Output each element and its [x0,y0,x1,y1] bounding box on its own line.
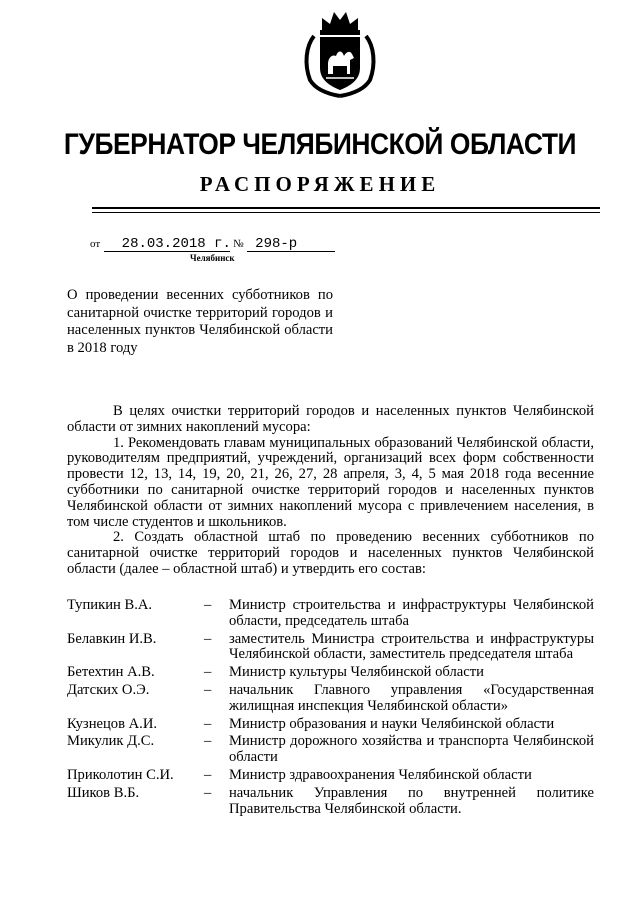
member-name: Приколотин С.И. [67,766,174,783]
member-row [67,768,594,784]
member-position: Министр образования и науки Челябинской области [229,715,555,732]
document-type: РАСПОРЯЖЕНИЕ [199,172,441,196]
member-row [67,683,594,715]
member-dash: – [204,630,212,647]
member-row [67,632,594,664]
item-1-paragraph: 1. Рекомендовать главам муниципальных образований Челябинской области, руководителям предприятий, учреждений, организаций всех форм собственности провести 12, 13, 14, 19, 20, 21, 26, 27, 28 апреля, 3, 4, 5 мая 2018 года весенние субботники по санитарной очистке территорий городов и населенных пунктов Челябинской области от зимних накоплений мусора с привлечением населения, в том числе студентов и школьников. [67,434,594,530]
member-row [67,598,594,630]
member-name: Микулик Д.С. [67,733,155,750]
member-name: Бетехтин А.В. [67,664,155,681]
member-dash: – [204,766,212,783]
member-dash: – [204,784,212,801]
member-name: Датских О.Э. [67,681,150,698]
member-name: Кузнецов А.И. [67,715,158,732]
document-date: 28.03.2018 г. [104,237,230,252]
member-name: Шиков В.Б. [67,784,140,801]
member-dash: – [204,715,212,732]
issuer-title: ГУБЕРНАТОР ЧЕЛЯБИНСКОЙ ОБЛАСТИ [63,128,577,161]
from-label: от [90,238,101,250]
member-position: начальник Главного управления «Государственная жилищная инспекция Челябинской области» [229,681,594,714]
document-subject: О проведении весенних субботников по санитарной очистке территорий городов и населенных пунктов Челябинской области в 2018 году [67,287,333,356]
member-row [67,786,594,818]
intro-paragraph: В целях очистки территорий городов и населенных пунктов Челябинской области от зимних накоплений мусора: [67,403,594,435]
member-name: Белавкин И.В. [67,630,157,647]
number-label: № [233,238,244,250]
member-row [67,734,594,766]
header-rule [92,207,600,209]
member-dash: – [204,733,212,750]
date-number-line [90,236,335,252]
header-rule-thin [92,212,600,213]
member-row [67,717,594,733]
member-position: Министр культуры Челябинской области [229,664,484,681]
city-label: Челябинск [190,253,235,263]
document-number: 298-р [247,237,335,252]
member-position: Министр строительства и инфраструктуры Челябинской области, председатель штаба [229,597,594,629]
member-position: Министр здравоохранения Челябинской области [229,766,532,783]
staff-members-list [67,598,594,819]
member-position: заместитель Министра строительства и инфраструктуры Челябинской области, заместитель председателя штаба [229,630,594,663]
member-dash: – [204,681,212,698]
member-dash: – [204,664,212,681]
coat-of-arms-icon [298,6,382,98]
member-name: Тупикин В.А. [67,597,153,613]
document-body [67,404,594,578]
member-dash: – [204,597,212,613]
item-2-paragraph: 2. Создать областной штаб по проведению весенних субботников по санитарной очистке территорий городов и населенных пунктов Челябинской области (далее – областной штаб) и утвердить его состав: [67,529,594,577]
member-position: Министр дорожного хозяйства и транспорта Челябинской области [229,733,594,766]
member-position: начальник Управления по внутренней политике Правительства Челябинской области. [229,784,594,817]
member-row [67,665,594,681]
